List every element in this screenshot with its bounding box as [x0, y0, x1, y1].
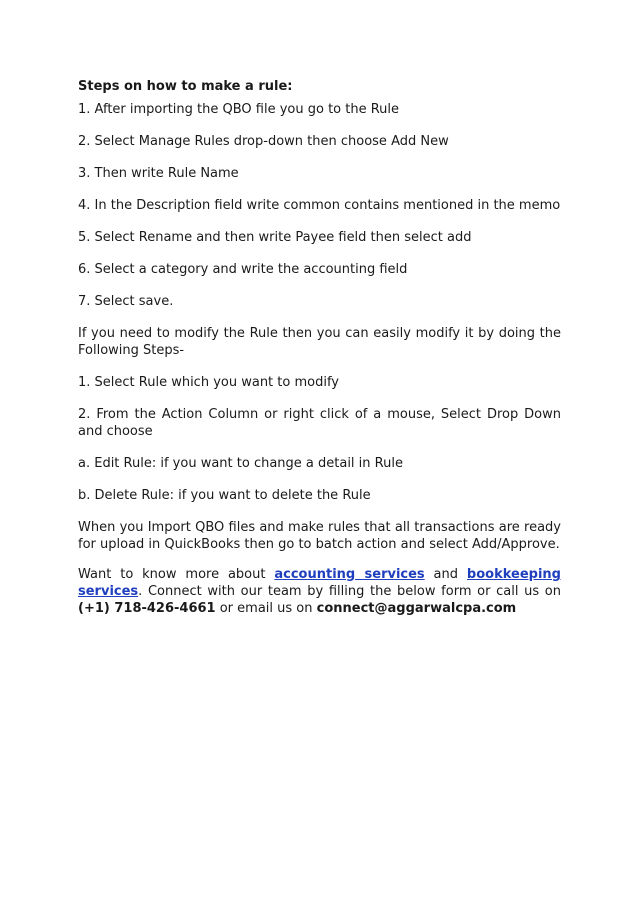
- step-3: 3. Then write Rule Name: [78, 166, 239, 181]
- phone-number: (+1) 718-426-4661: [78, 601, 216, 616]
- cta-text-1: Want to know more about: [78, 567, 275, 582]
- modify-step-b: b. Delete Rule: if you want to delete the Rule: [78, 488, 371, 503]
- bookkeeping-services-link[interactable]: bookkeeping services: [78, 567, 561, 599]
- rule-steps-heading: Steps on how to make a rule:: [78, 79, 293, 94]
- email-address: connect@aggarwalcpa.com: [316, 601, 517, 616]
- document-page: [78, 78, 561, 632]
- step-5: 5. Select Rename and then write Payee field then select add: [78, 230, 472, 245]
- import-note: When you Import QBO files and make rules that all transactions are ready for upload in QuickBooks then go to batch action and select Add/Approve.: [78, 520, 561, 552]
- modify-intro: If you need to modify the Rule then you can easily modify it by doing the Following Steps-: [78, 326, 561, 358]
- accounting-services-link[interactable]: accounting services: [274, 567, 425, 582]
- modify-step-1: 1. Select Rule which you want to modify: [78, 375, 339, 390]
- contact-paragraph: [78, 566, 561, 617]
- step-6: 6. Select a category and write the accounting field: [78, 262, 408, 277]
- step-4: 4. In the Description field write common contains mentioned in the memo: [78, 198, 561, 213]
- step-7: 7. Select save.: [78, 294, 174, 309]
- modify-step-a: a. Edit Rule: if you want to change a detail in Rule: [78, 456, 403, 471]
- step-2: 2. Select Manage Rules drop-down then choose Add New: [78, 134, 449, 149]
- modify-step-2: 2. From the Action Column or right click of a mouse, Select Drop Down and choose: [78, 407, 561, 439]
- cta-text-4: or email us on: [215, 601, 317, 616]
- cta-text-2: and: [424, 567, 467, 582]
- cta-text-3: . Connect with our team by filling the below form or call us on: [138, 584, 561, 599]
- step-1: 1. After importing the QBO file you go to the Rule: [78, 102, 400, 117]
